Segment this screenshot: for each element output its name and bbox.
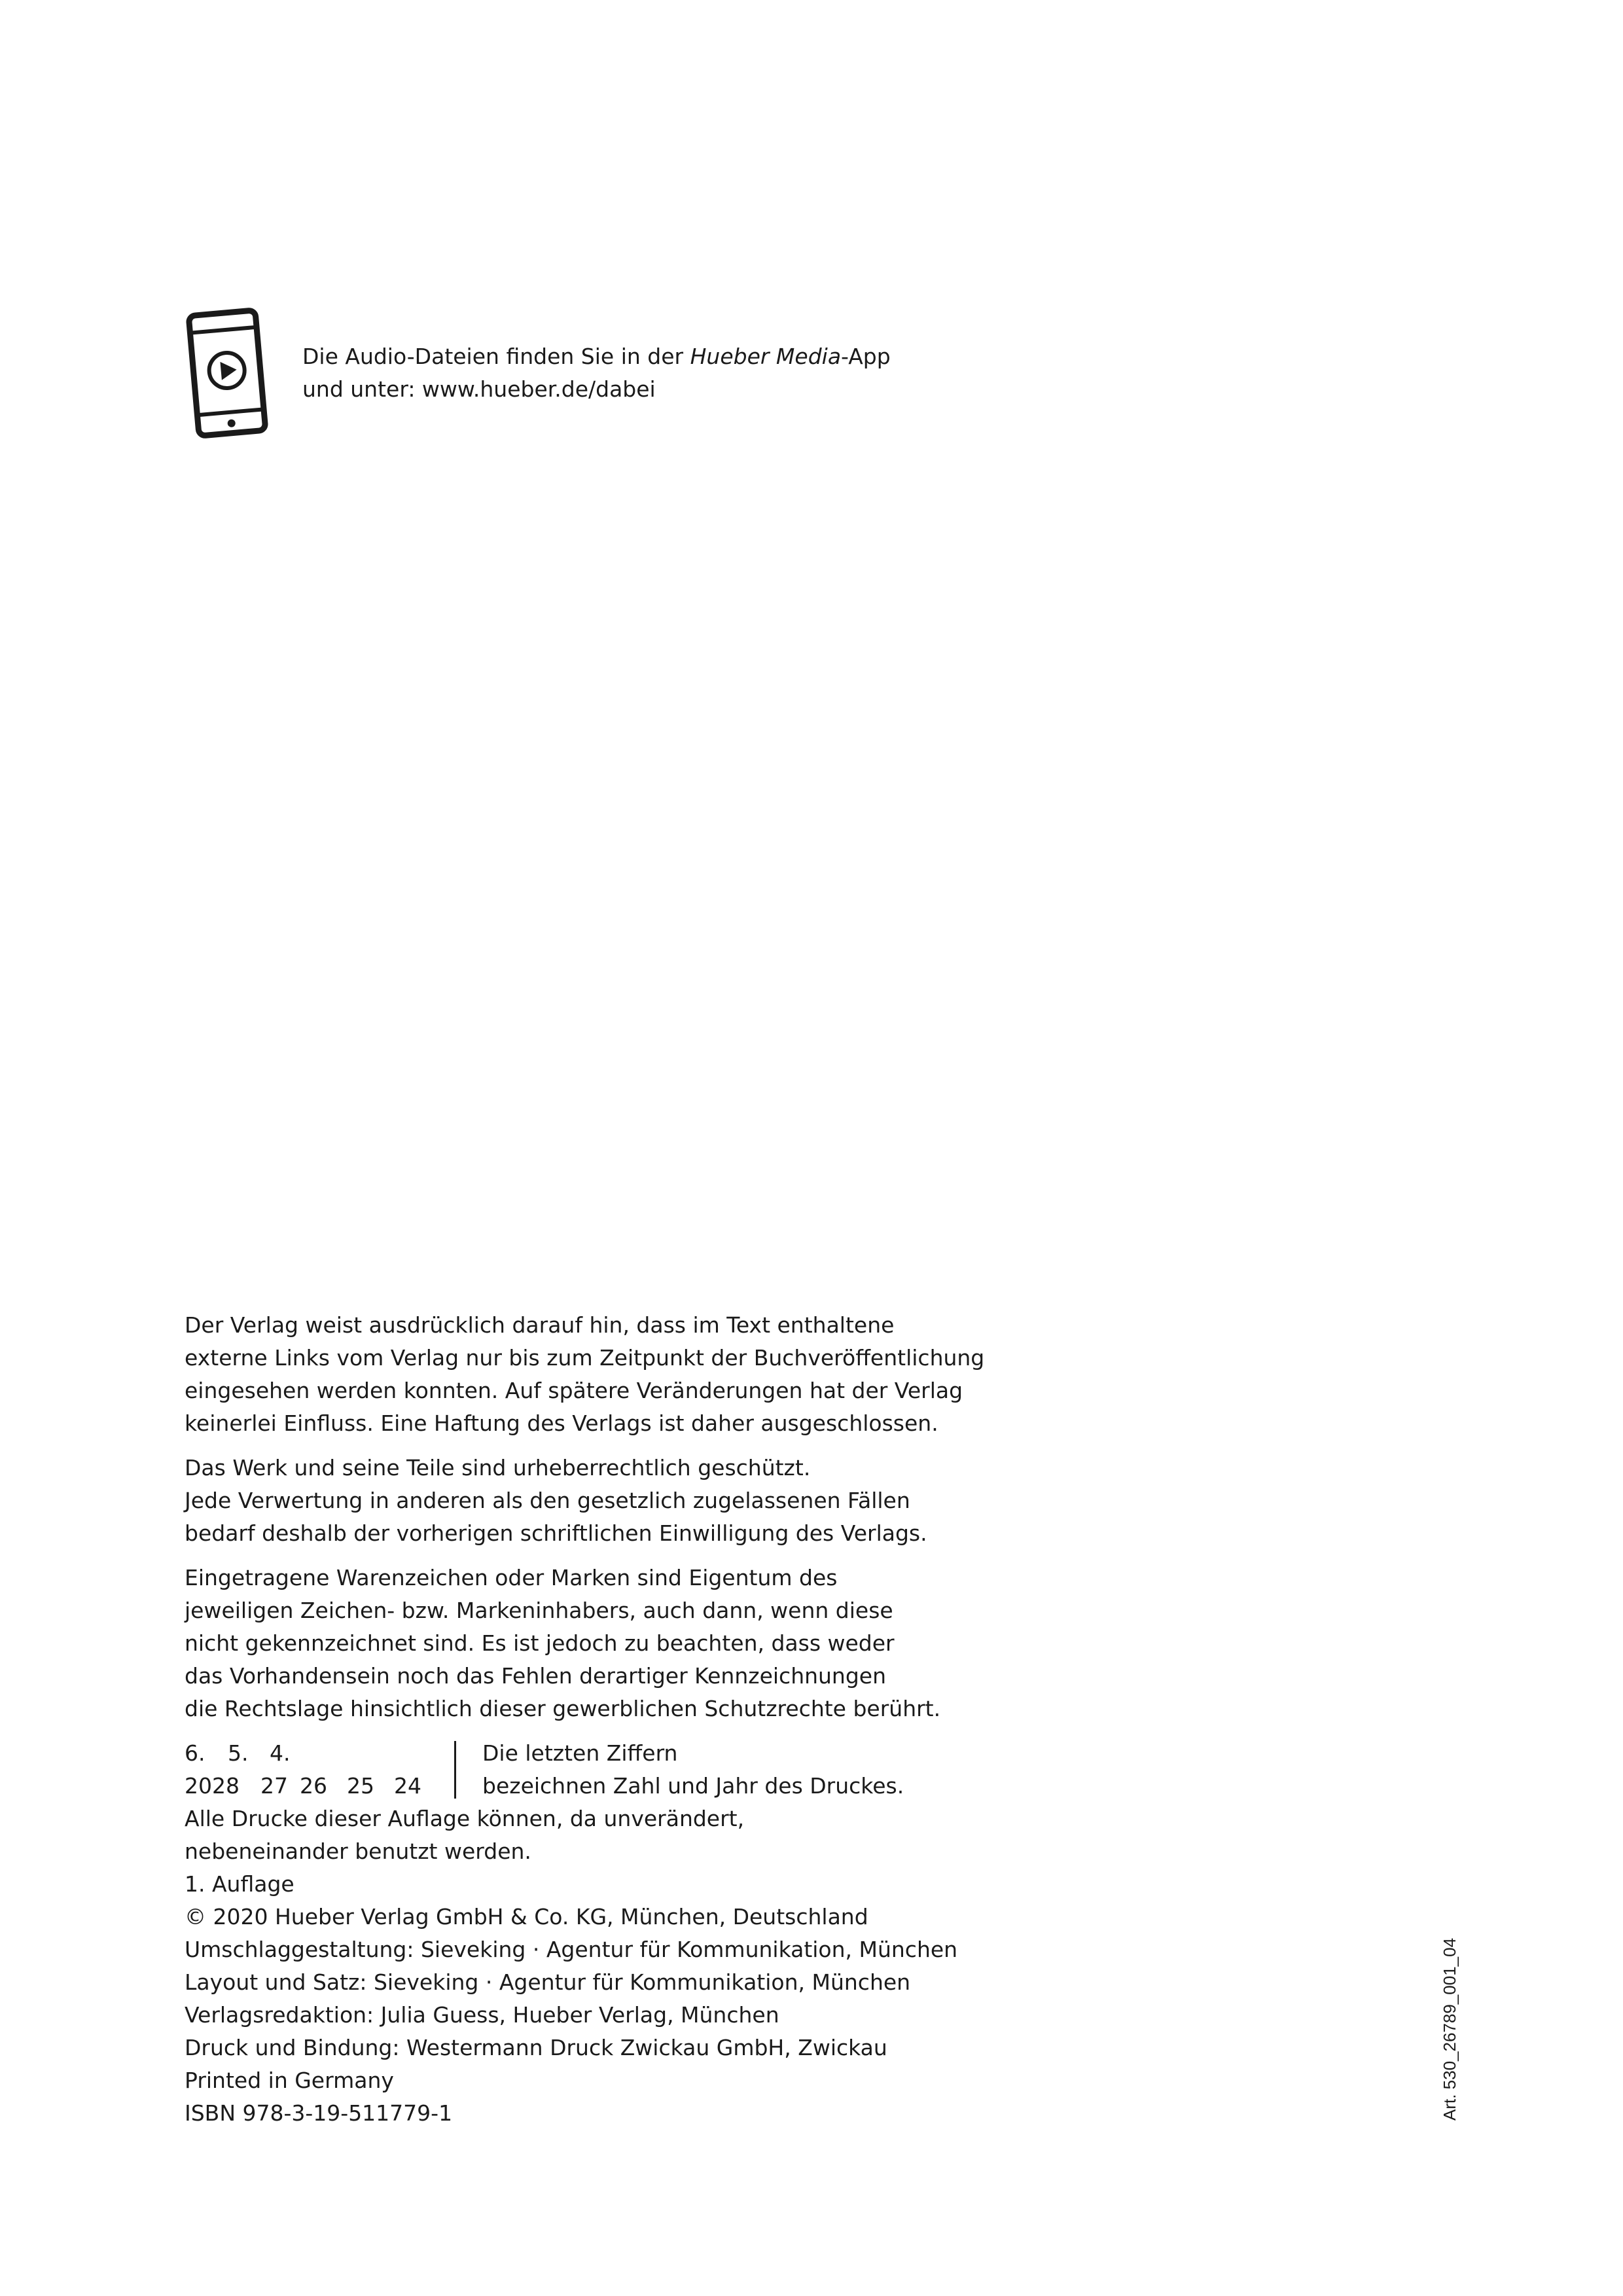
year-numbers: 2028 27 26 25 24 xyxy=(185,1773,421,1799)
links-disclaimer: Der Verlag weist ausdrücklich darauf hin, dass im Text enthaltene externe Links vom Verlag nur bis zum Zeitpunkt der Buchveröffentlichung eingesehen werden konnten. Auf spätere Veränderungen hat der Verlag keinerlei Einfluss. Eine Haftung des Verlags ist daher ausgeschlossen. xyxy=(185,1312,985,1436)
isbn: ISBN 978-3-19-511779-1 xyxy=(185,2100,453,2126)
copyright-notice: Das Werk und seine Teile sind urheberrechtlich geschützt. Jede Verwertung in anderen als den gesetzlich zugelassenen Fällen bedarf deshalb der vorherigen schriftlichen Einwilligung des Verlags. xyxy=(185,1455,927,1546)
edition-label: 1. Auflage xyxy=(185,1871,294,1897)
print-run-table xyxy=(185,1737,1035,1803)
colophon xyxy=(185,1803,1035,2130)
audio-text xyxy=(302,340,957,406)
editor-credit: Verlagsredaktion: Julia Guess, Hueber Verlag, München xyxy=(185,2002,779,2028)
smartphone-play-icon xyxy=(185,308,270,439)
printer-credit: Druck und Bindung: Westermann Druck Zwickau GmbH, Zwickau xyxy=(185,2035,887,2060)
trademark-notice: Eingetragene Warenzeichen oder Marken sind Eigentum des jeweiligen Zeichen- bzw. Markeninhabers, auch dann, wenn diese nicht gekennzeichnet sind. Es ist jedoch zu beachten, dass weder das Vorhandensein noch das Fehlen derartiger Kennzeichnungen die Rechtslage hinsichtlich dieser gewerblichen Schutzrechte berührt. xyxy=(185,1565,941,1721)
print-numbers xyxy=(185,1737,446,1803)
legal-notice xyxy=(185,1309,1035,2130)
copyright-line: © 2020 Hueber Verlag GmbH & Co. KG, München, Deutschland xyxy=(185,1904,868,1929)
edition-numbers: 6. 5. 4. xyxy=(185,1740,291,1766)
cover-design-credit: Umschlaggestaltung: Sieveking · Agentur für Kommunikation, München xyxy=(185,1937,958,1962)
vertical-divider xyxy=(454,1741,456,1799)
layout-credit: Layout und Satz: Sieveking · Agentur für Kommunikation, München xyxy=(185,1969,911,1995)
audio-line-1: Die Audio-Dateien finden Sie in der Hueber Media-App xyxy=(302,344,891,369)
audio-line-2: und unter: www.hueber.de/dabei xyxy=(302,376,656,402)
colophon-line: Alle Drucke dieser Auflage können, da unverändert, xyxy=(185,1806,745,1831)
colophon-line: nebeneinander benutzt werden. xyxy=(185,1839,531,1864)
print-note: Die letzten Ziffern bezeichnen Zahl und Jahr des Druckes. xyxy=(482,1740,904,1799)
app-name: Hueber Media xyxy=(690,344,842,369)
article-number-text: Art. 530_26789_001_04 xyxy=(1440,1937,1459,2121)
printed-in: Printed in Germany xyxy=(185,2068,394,2093)
